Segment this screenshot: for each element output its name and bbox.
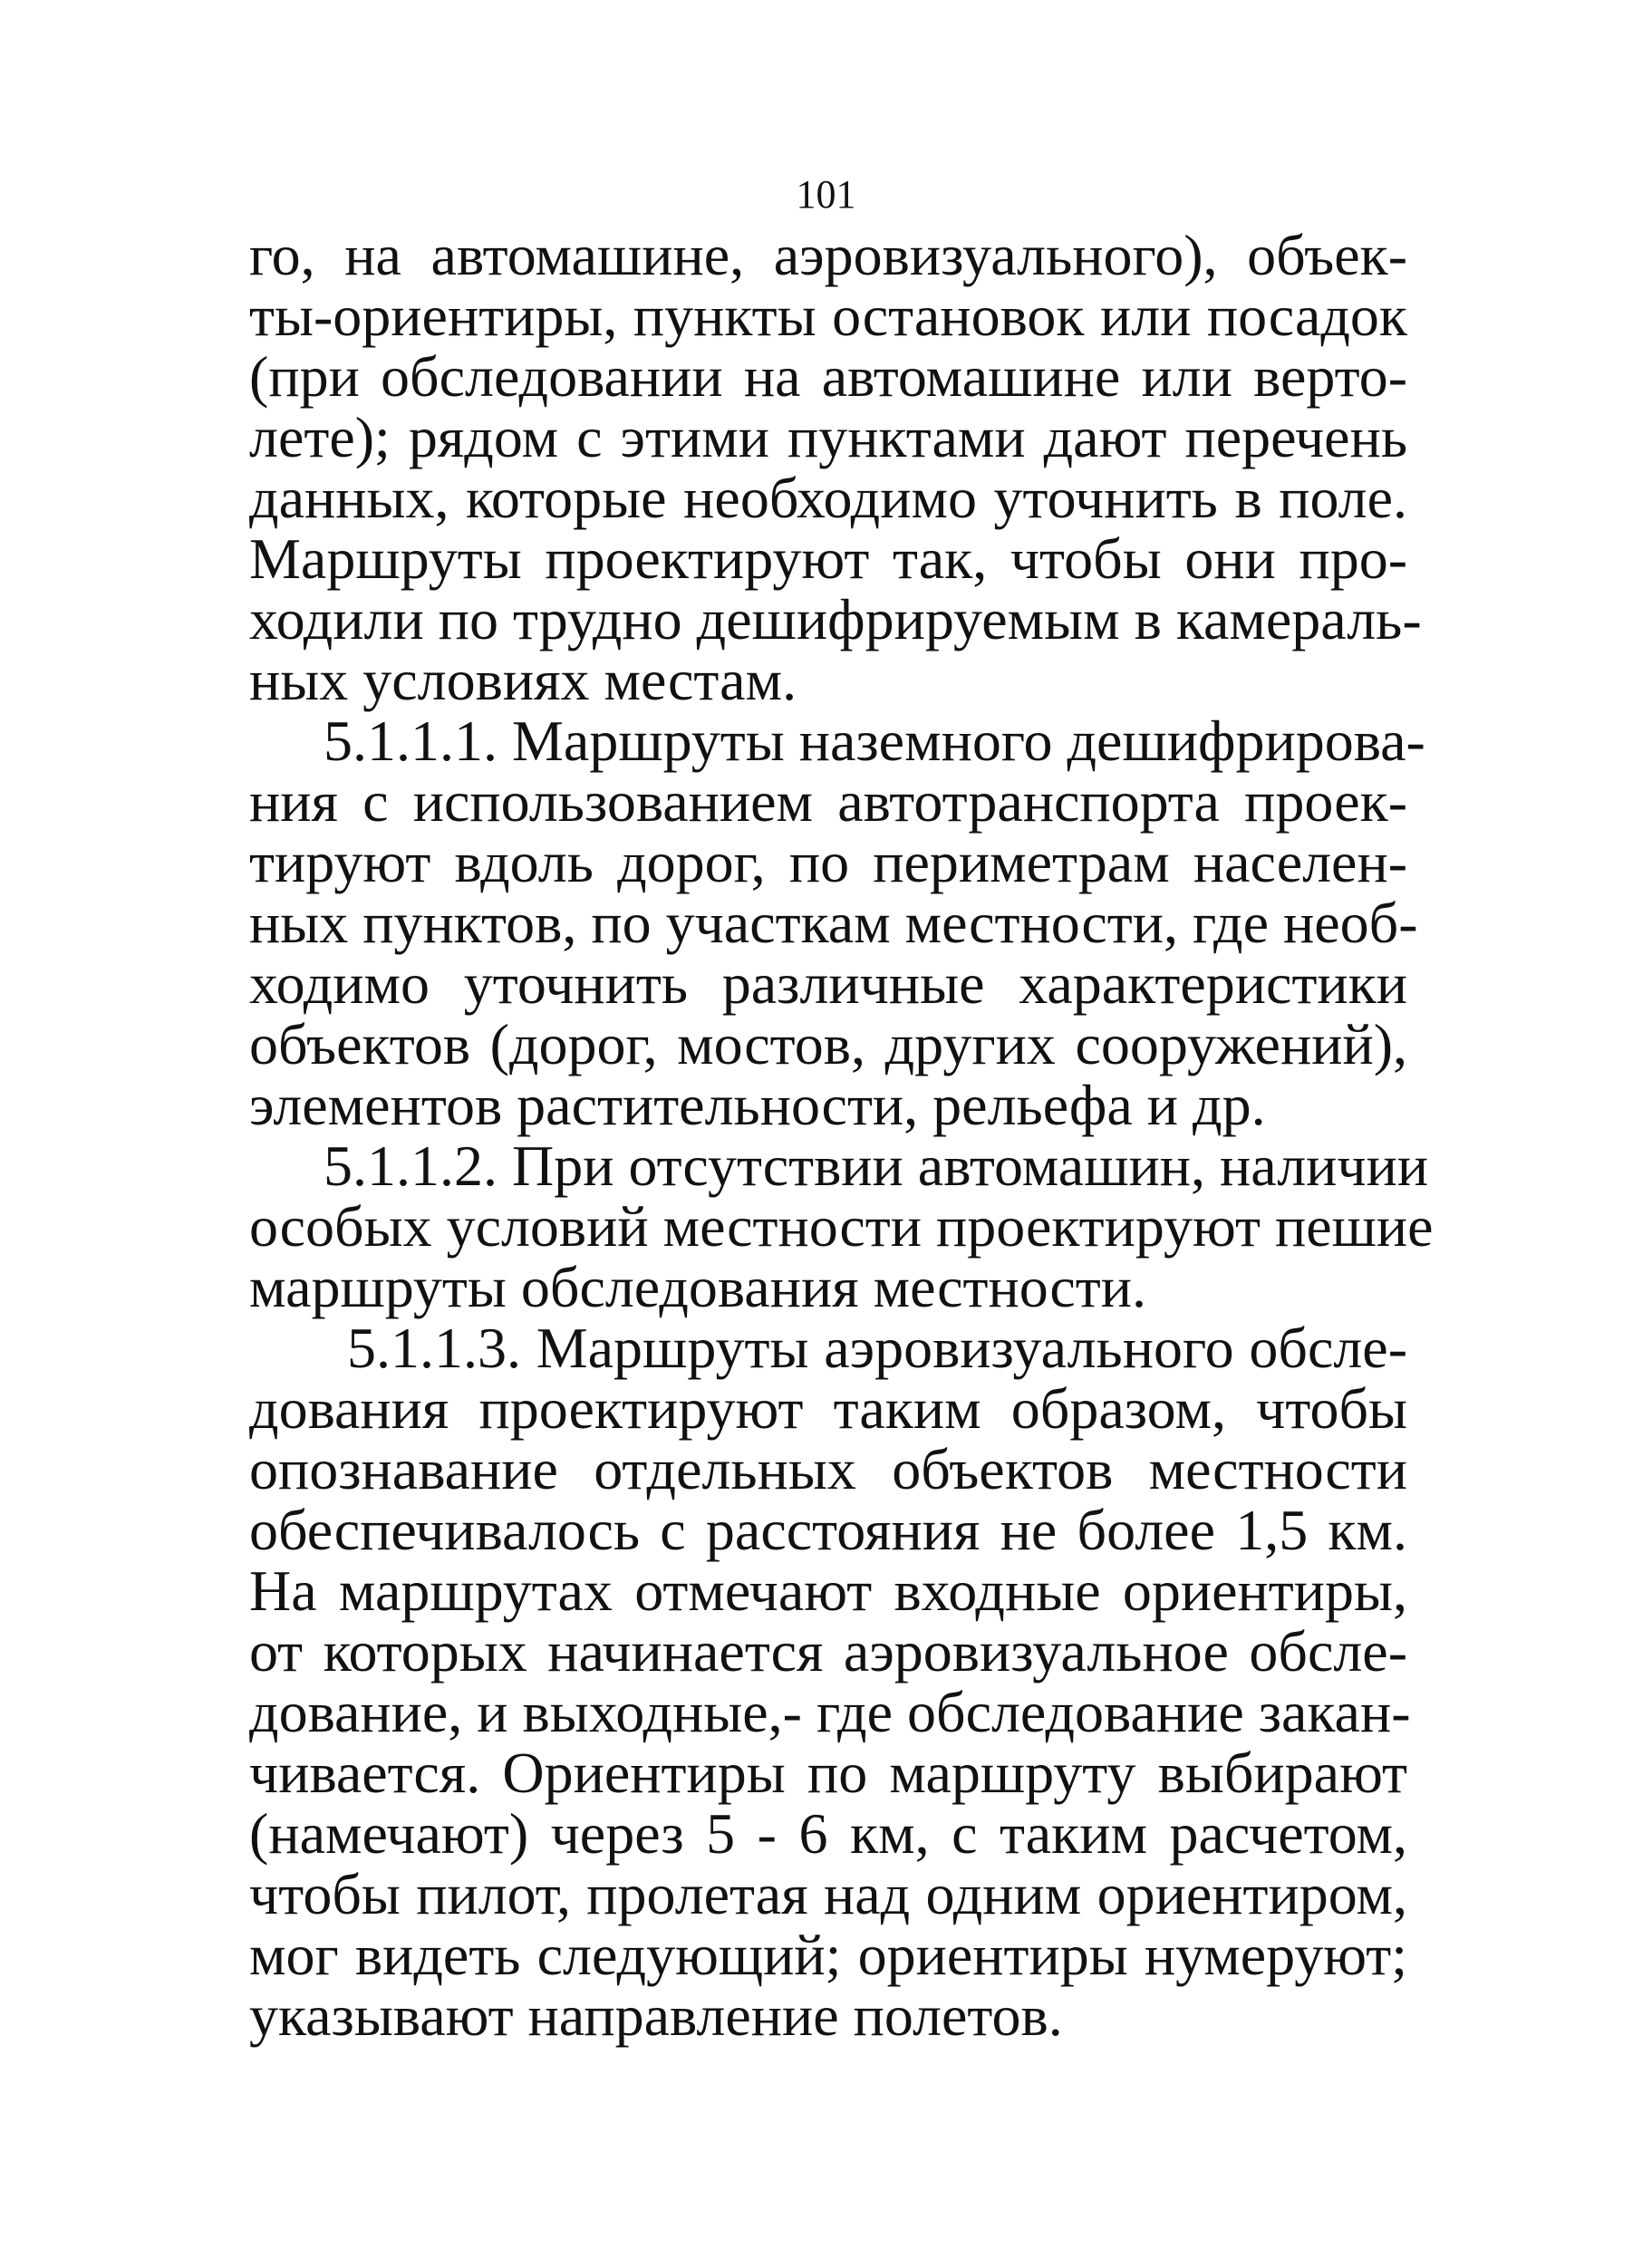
text-line: чивается. Ориентиры по маршруту выбирают	[249, 1741, 1407, 1805]
text-line: особых условий местности проектируют пешие	[249, 1194, 1434, 1259]
text-line: объектов (дорог, мостов, других сооружений),	[249, 1012, 1407, 1076]
text-line: чтобы пилот, пролетая над одним ориентиром,	[249, 1862, 1407, 1926]
page-number: 101	[796, 172, 856, 217]
text-line: данных, которые необходимо уточнить в поле.	[249, 466, 1407, 530]
text-line: дования проектируют таким образом, чтобы	[249, 1376, 1407, 1441]
text-line: (намечают) через 5 - 6 км, с таким расчетом,	[249, 1801, 1407, 1866]
paragraph-5-1-1-2-start: 5.1.1.2. При отсутствии автомашин, наличии	[324, 1134, 1429, 1198]
text-line: ных условиях местам.	[249, 648, 797, 712]
text-line: дование, и выходные,- где обследование закан-	[249, 1680, 1411, 1744]
text-line: ты-ориентиры, пункты остановок или посадок	[249, 284, 1407, 348]
body-text	[249, 223, 1434, 2048]
text-line: ных пунктов, по участкам местности, где необ-	[249, 891, 1418, 955]
text-line: (при обследовании на автомашине или верто-	[249, 344, 1407, 409]
text-line: мог видеть следующий; ориентиры нумеруют;	[249, 1923, 1407, 1987]
text-line: ходимо уточнить различные характеристики	[249, 951, 1407, 1016]
text-line: тируют вдоль дорог, по периметрам населен-	[249, 830, 1407, 894]
text-line: указывают направление полетов.	[249, 1983, 1063, 2048]
text-line: ходили по трудно дешифрируемым в камераль-	[249, 587, 1422, 651]
text-line: элементов растительности, рельефа и др.	[249, 1073, 1266, 1137]
text-line: обеспечивалось с расстояния не более 1,5 км.	[249, 1498, 1407, 1562]
paragraph-5-1-1-3-start: 5.1.1.3. Маршруты аэровизуального обсле-	[347, 1316, 1407, 1380]
text-line: Маршруты проектируют так, чтобы они про-	[249, 526, 1407, 591]
paragraph-5-1-1-1-start: 5.1.1.1. Маршруты наземного дешифрирова-	[324, 709, 1425, 773]
text-line: маршруты обследования местности.	[249, 1255, 1146, 1319]
text-line: ния с использованием автотранспорта проек-	[249, 769, 1407, 834]
text-line: от которых начинается аэровизуальное обсле-	[249, 1619, 1407, 1684]
text-line: лете); рядом с этими пунктами дают перечень	[249, 405, 1407, 469]
text-line: опознавание отдельных объектов местности	[249, 1437, 1407, 1501]
text-line: На маршрутах отмечают входные ориентиры,	[249, 1558, 1407, 1623]
text-line: го, на автомашине, аэровизуального), объек-	[249, 223, 1407, 287]
